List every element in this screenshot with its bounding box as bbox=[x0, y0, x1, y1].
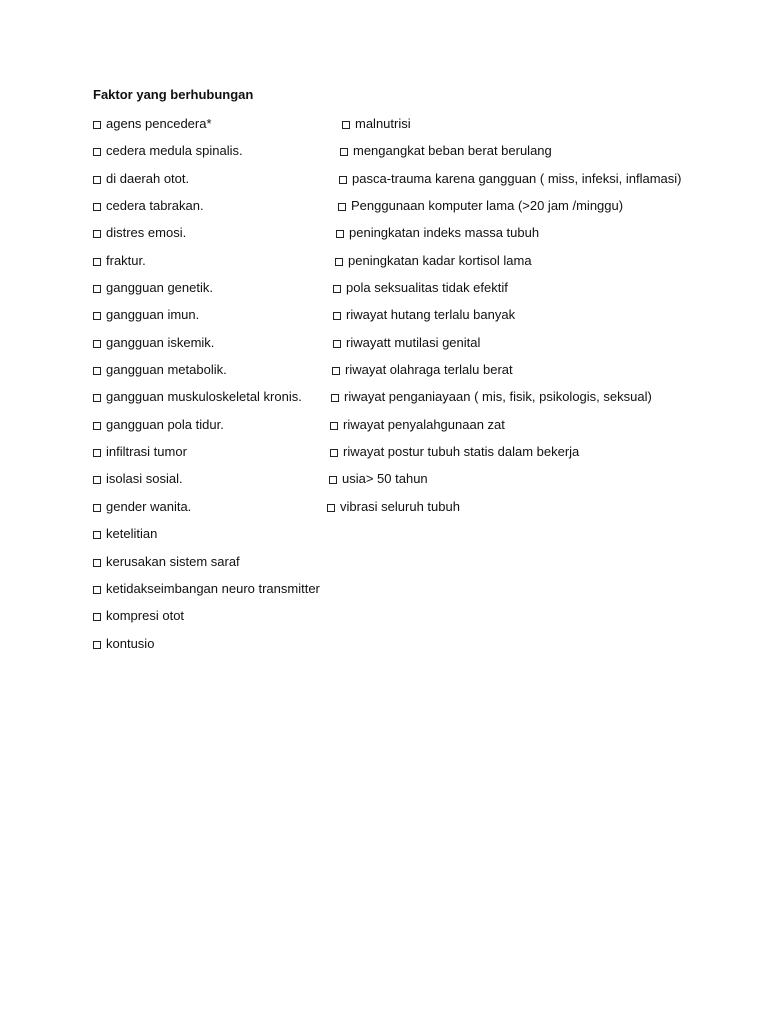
list-item bbox=[327, 224, 681, 251]
item-label: infiltrasi tumor bbox=[106, 444, 187, 460]
item-label: ketelitian bbox=[106, 526, 158, 542]
list-item bbox=[327, 279, 681, 306]
list-item bbox=[93, 197, 320, 224]
checkbox-icon bbox=[93, 367, 101, 375]
item-label: ketidakseimbangan neuro transmitter bbox=[106, 580, 320, 596]
item-label: riwayat penyalahgunaan zat bbox=[343, 416, 505, 432]
list-item bbox=[93, 635, 320, 662]
list-item bbox=[327, 470, 681, 497]
checkbox-icon bbox=[93, 476, 101, 484]
checkbox-icon bbox=[339, 176, 347, 184]
checkbox-icon bbox=[342, 121, 350, 129]
list-item bbox=[93, 224, 320, 251]
item-label: kontusio bbox=[106, 635, 155, 651]
checkbox-icon bbox=[327, 504, 335, 512]
item-label: malnutrisi bbox=[355, 116, 411, 131]
list-item bbox=[93, 580, 320, 607]
checkbox-icon bbox=[330, 422, 338, 430]
list-item bbox=[93, 553, 320, 580]
list-item bbox=[327, 361, 681, 388]
item-label: usia> 50 tahun bbox=[342, 471, 428, 487]
checkbox-icon bbox=[335, 258, 343, 266]
checkbox-icon bbox=[93, 586, 101, 594]
list-item bbox=[327, 252, 681, 279]
item-label: gangguan pola tidur. bbox=[106, 416, 224, 432]
checkbox-icon bbox=[93, 340, 101, 348]
list-item bbox=[327, 334, 681, 361]
item-label: isolasi sosial. bbox=[106, 471, 183, 487]
list-item bbox=[327, 416, 681, 443]
list-item bbox=[93, 170, 320, 197]
list-item bbox=[327, 443, 681, 470]
list-item bbox=[327, 388, 681, 415]
list-item bbox=[327, 197, 681, 224]
checkbox-icon bbox=[93, 285, 101, 293]
checkbox-icon bbox=[333, 312, 341, 320]
item-label: riwayat penganiayaan ( mis, fisik, psikologis, seksual) bbox=[344, 389, 652, 405]
checkbox-icon bbox=[329, 476, 337, 484]
list-item bbox=[93, 279, 320, 306]
checkbox-icon bbox=[338, 203, 346, 211]
checkbox-icon bbox=[340, 148, 348, 156]
item-label: gangguan metabolik. bbox=[106, 362, 227, 378]
checkbox-icon bbox=[93, 422, 101, 430]
item-label: vibrasi seluruh tubuh bbox=[340, 498, 460, 514]
item-label: distres emosi. bbox=[106, 225, 187, 241]
list-item bbox=[93, 443, 320, 470]
item-label: Penggunaan komputer lama (>20 jam /minggu) bbox=[351, 198, 624, 214]
list-item bbox=[327, 142, 681, 169]
item-label: mengangkat beban berat berulang bbox=[353, 143, 552, 159]
list-item bbox=[93, 388, 320, 415]
checkbox-icon bbox=[93, 312, 101, 320]
list-item bbox=[93, 498, 320, 525]
list-item bbox=[93, 607, 320, 634]
item-label: pola seksualitas tidak efektif bbox=[346, 280, 508, 296]
list-item bbox=[327, 498, 681, 525]
section-heading: Faktor yang berhubungan bbox=[93, 87, 254, 102]
item-label: peningkatan indeks massa tubuh bbox=[349, 225, 540, 241]
item-label: kerusakan sistem saraf bbox=[106, 553, 240, 569]
checkbox-icon bbox=[330, 449, 338, 457]
item-label: peningkatan kadar kortisol lama bbox=[348, 252, 532, 268]
list-item bbox=[93, 416, 320, 443]
item-label: riwayat postur tubuh statis dalam bekerja bbox=[343, 444, 580, 460]
item-label: gangguan imun. bbox=[106, 307, 200, 323]
item-label: gangguan genetik. bbox=[106, 280, 213, 296]
checkbox-icon bbox=[93, 203, 101, 211]
item-label: di daerah otot. bbox=[106, 170, 190, 186]
checkbox-icon bbox=[93, 449, 101, 457]
checkbox-icon bbox=[93, 258, 101, 266]
item-label: gender wanita. bbox=[106, 498, 192, 514]
list-item bbox=[93, 115, 320, 142]
checkbox-icon bbox=[93, 176, 101, 184]
checkbox-icon bbox=[93, 641, 101, 649]
list-item bbox=[93, 334, 320, 361]
checkbox-icon bbox=[93, 559, 101, 567]
item-label: gangguan muskuloskeletal kronis. bbox=[106, 389, 302, 405]
checkbox-icon bbox=[93, 394, 101, 402]
list-item bbox=[93, 252, 320, 279]
item-label: riwayat olahraga terlalu berat bbox=[345, 362, 513, 378]
list-item bbox=[327, 170, 681, 197]
item-label: pasca-trauma karena gangguan ( miss, infeksi, inflamasi) bbox=[352, 170, 682, 186]
checkbox-icon bbox=[93, 121, 101, 129]
checkbox-icon bbox=[332, 367, 340, 375]
checkbox-icon bbox=[93, 613, 101, 621]
checkbox-icon bbox=[93, 504, 101, 512]
list-item bbox=[327, 115, 681, 142]
list-item bbox=[93, 470, 320, 497]
list-item bbox=[93, 306, 320, 333]
checkbox-icon bbox=[336, 230, 344, 238]
item-label: fraktur. bbox=[106, 252, 146, 268]
list-item bbox=[93, 525, 320, 552]
checkbox-icon bbox=[331, 394, 339, 402]
right-factor-list bbox=[327, 115, 681, 525]
item-label: riwayat hutang terlalu banyak bbox=[346, 307, 516, 323]
left-factor-list bbox=[93, 115, 320, 662]
checkbox-icon bbox=[93, 148, 101, 156]
item-label: agens pencedera* bbox=[106, 116, 212, 131]
item-label: kompresi otot bbox=[106, 608, 185, 624]
checkbox-icon bbox=[93, 531, 101, 539]
item-label: gangguan iskemik. bbox=[106, 334, 215, 350]
checkbox-icon bbox=[333, 340, 341, 348]
item-label: cedera medula spinalis. bbox=[106, 143, 243, 159]
item-label: cedera tabrakan. bbox=[106, 198, 204, 214]
list-item bbox=[327, 306, 681, 333]
checkbox-icon bbox=[333, 285, 341, 293]
list-item bbox=[93, 361, 320, 388]
item-label: riwayatt mutilasi genital bbox=[346, 334, 481, 350]
list-item bbox=[93, 142, 320, 169]
checkbox-icon bbox=[93, 230, 101, 238]
